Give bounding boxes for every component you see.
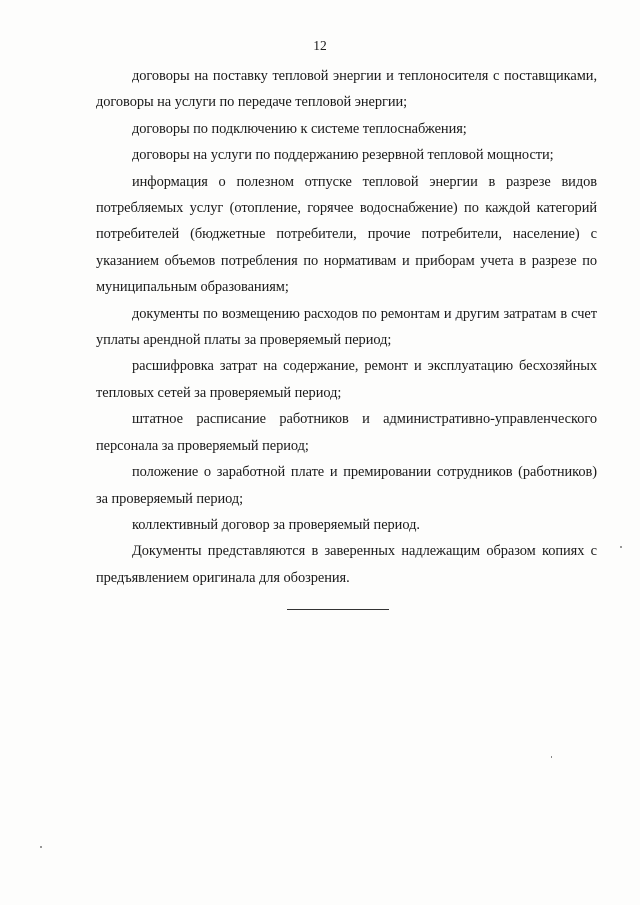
paragraph-staff-schedule: штатное расписание работников и административно-управленческого персонала за проверяемый период; [96,411,597,454]
scan-speck [620,546,622,548]
paragraph-connection-contracts: договоры по подключению к системе теплоснабжения; [132,120,467,137]
document-body [96,63,597,591]
page-number: 12 [313,38,327,53]
scan-speck [40,846,42,848]
paragraph-useful-output-info: информация о полезном отпуске тепловой энергии в разрезе видов потребляемых услуг (отопление, горячее водоснабжение) по каждой категорий потребителей (бюджетные потребители, прочие потребители, население) с указанием объемов потребления по нормативам и приборам учета в разрезе по муниципальным образованиям; [96,173,597,296]
paragraph-repair-reimbursement-docs: документы по возмещению расходов по ремонтам и другим затратам в счет уплаты арендной платы за проверяемый период; [96,305,597,349]
paragraph-collective-agreement: коллективный договор за проверяемый период. [132,516,420,533]
closing-divider [287,609,389,610]
paragraph-certified-copies-note: Документы представляются в заверенных надлежащим образом копиях с предъявлением оригинала для обозрения. [96,543,597,586]
paragraph-wage-regulation: положение о заработной плате и премировании сотрудников (работников) за проверяемый период; [96,464,597,507]
paragraph-reserve-capacity-contracts: договоры на услуги по поддержанию резервной тепловой мощности; [132,147,554,164]
paragraph-heat-supply-contracts: договоры на поставку тепловой энергии и теплоносителя с поставщиками, договоры на услуги по передаче тепловой энергии; [96,68,597,111]
scan-speck [551,756,552,758]
paragraph-ownerless-networks-costs: расшифровка затрат на содержание, ремонт и эксплуатацию бесхозяйных тепловых сетей за проверяемый период; [96,358,597,401]
